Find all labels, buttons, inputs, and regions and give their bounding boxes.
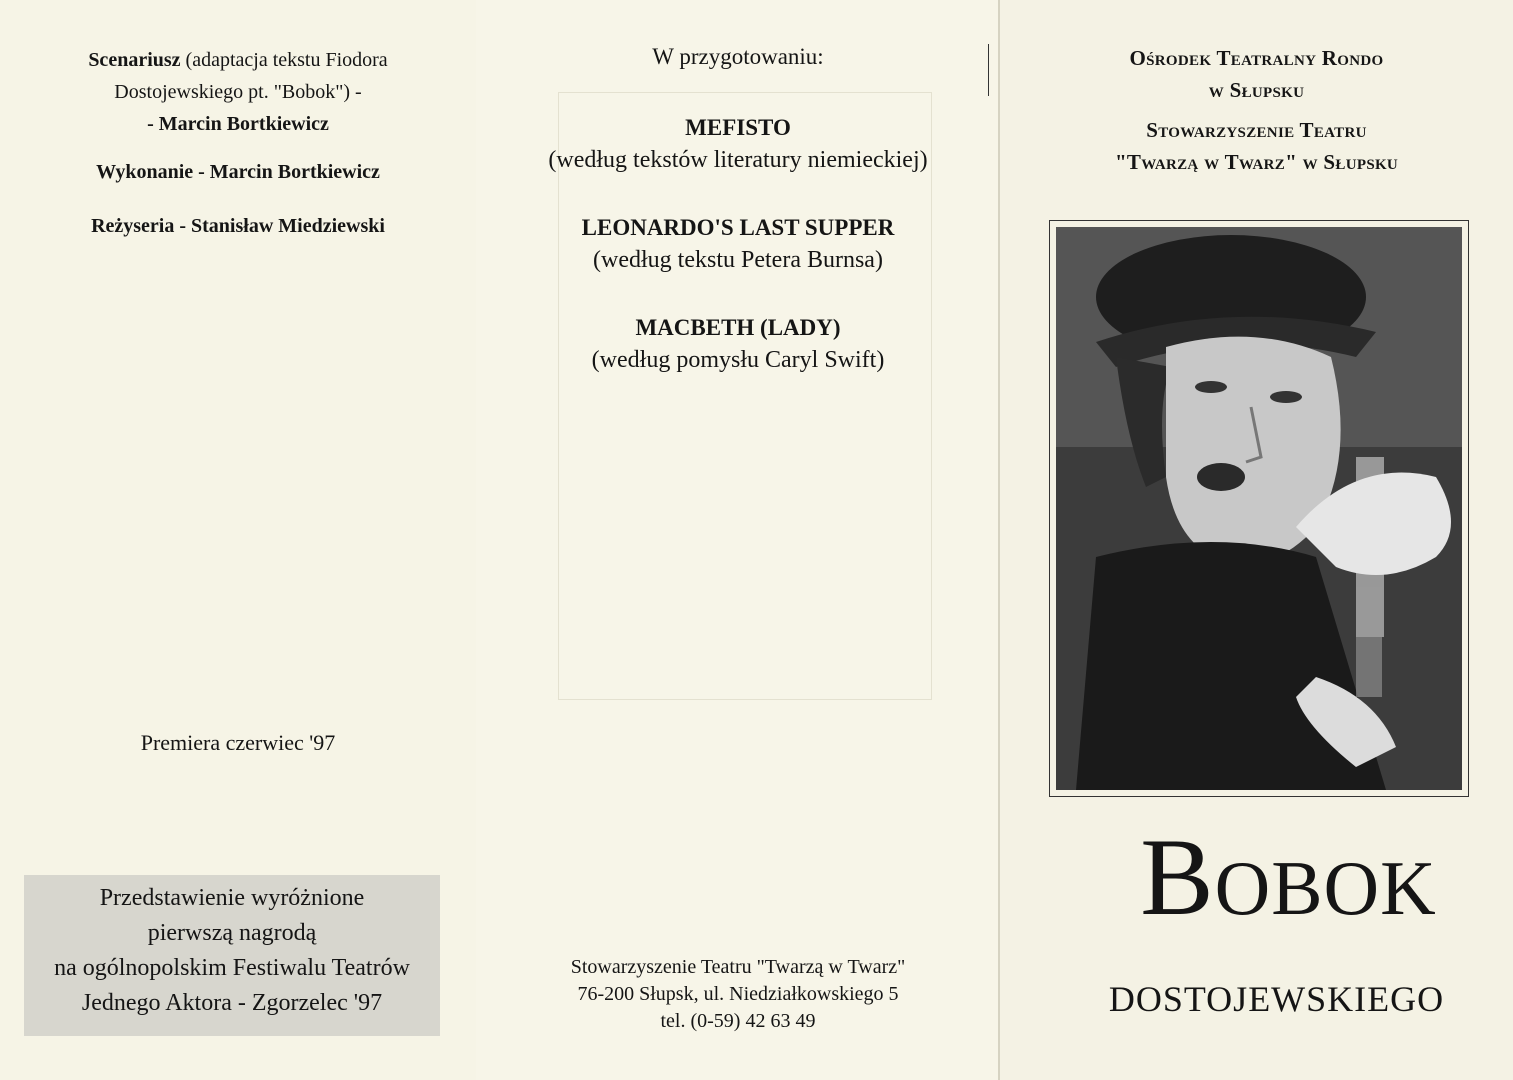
show-title: MEFISTO: [685, 115, 791, 140]
screenplay-label: Scenariusz: [88, 49, 181, 71]
director-credit: Reżyseria - Stanisław Miedziewski: [91, 215, 385, 237]
actor-photo: [1056, 227, 1462, 790]
performer-credit: Wykonanie - Marcin Bortkiewicz: [96, 161, 380, 183]
actor-photo-image: [1056, 227, 1462, 790]
award-line: pierwszą nagrodą: [147, 920, 317, 946]
screenplay-text: (adaptacja tekstu Fiodora: [180, 49, 388, 71]
left-panel: [0, 0, 476, 1080]
organizer-line: "Twarzą w Twarz" w Słupsku: [1114, 150, 1399, 174]
organizer-line: w Słupsku: [1208, 78, 1305, 102]
credits-block: [0, 44, 476, 242]
crop-mark: [988, 44, 989, 96]
middle-panel: [476, 0, 1000, 1080]
show-item: [476, 312, 1000, 376]
right-panel: [1000, 0, 1513, 1080]
screenplay-line-1: [0, 44, 476, 76]
play-title: Bobok: [1140, 816, 1437, 938]
play-subtitle: DOSTOJEWSKIEGO: [1108, 979, 1445, 1019]
organizer-line: Ośrodek Teatralny Rondo: [1129, 46, 1384, 70]
show-note: (według tekstów literatury niemieckiej): [548, 147, 928, 173]
award-line: Jednego Aktora - Zgorzelec '97: [81, 990, 383, 1016]
address-line: 76-200 Słupsk, ul. Niedziałkowskiego 5: [577, 983, 899, 1005]
screenplay-line-2: Dostojewskiego pt. "Bobok") -: [114, 81, 362, 103]
organizer-block: [1000, 42, 1513, 178]
actor-photo-frame: [1049, 220, 1469, 797]
address-line: Stowarzyszenie Teatru "Twarzą w Twarz": [570, 956, 906, 978]
show-title: LEONARDO'S LAST SUPPER: [581, 215, 895, 240]
address-line: tel. (0-59) 42 63 49: [660, 1010, 816, 1032]
in-preparation-heading: W przygotowaniu:: [652, 44, 824, 69]
award-box: [24, 875, 440, 1036]
show-item: [476, 212, 1000, 276]
address-block: [476, 954, 1000, 1035]
show-title: MACBETH (LADY): [635, 315, 841, 340]
show-item: [476, 112, 1000, 176]
show-list: [476, 112, 1000, 376]
show-note: (według tekstu Petera Burnsa): [593, 247, 883, 273]
organizer-line: Stowarzyszenie Teatru: [1146, 118, 1367, 142]
show-note: (według pomysłu Caryl Swift): [591, 347, 885, 373]
award-line: Przedstawienie wyróżnione: [99, 885, 365, 911]
premiere-date: Premiera czerwiec '97: [140, 730, 336, 755]
screenplay-author: - Marcin Bortkiewicz: [147, 113, 329, 135]
award-line: na ogólnopolskim Festiwalu Teatrów: [54, 955, 410, 981]
